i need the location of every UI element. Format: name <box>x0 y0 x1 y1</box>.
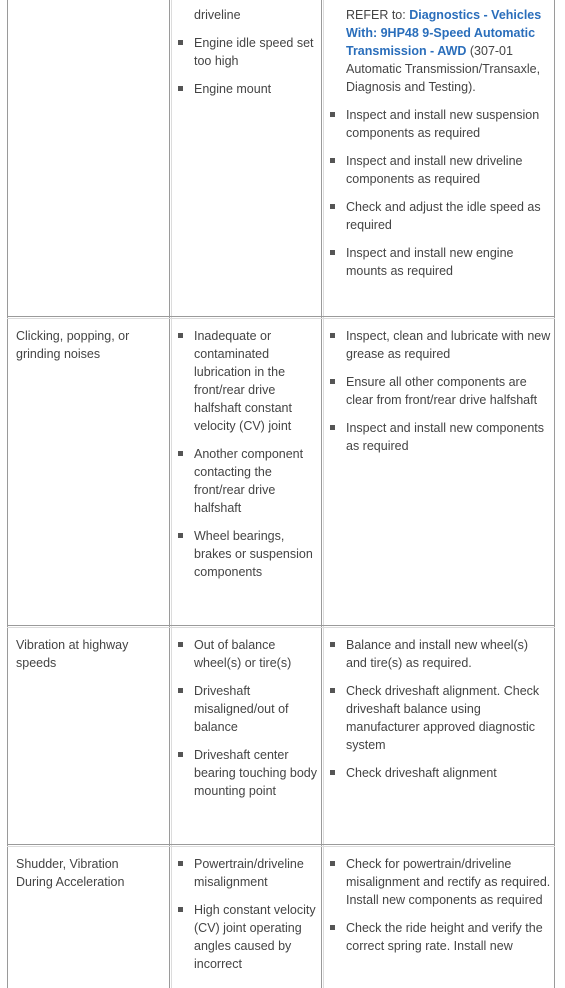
cause-text: Wheel bearings, brakes or suspension components <box>194 529 313 579</box>
row-3-actions <box>324 636 552 792</box>
cause-text: Another component contacting the front/rear drive halfshaft <box>194 447 304 515</box>
diagnostics-link[interactable]: Diagnostics - Vehicles With: 9HP48 9-Speed Automatic Transmission - AWD <box>346 8 542 58</box>
row-divider-2 <box>7 625 555 626</box>
row-4-causes <box>172 855 317 983</box>
row-2-actions <box>324 327 552 465</box>
action-item <box>324 327 552 363</box>
bullet-icon <box>330 861 335 866</box>
bullet-icon <box>330 158 335 163</box>
action-text: Check driveshaft alignment <box>346 766 497 780</box>
action-item <box>324 244 552 280</box>
cause-item <box>172 746 317 800</box>
action-item <box>324 106 552 142</box>
action-item <box>324 152 552 188</box>
row-2-condition: Clicking, popping, or grinding noises <box>16 329 130 361</box>
bullet-icon <box>178 688 183 693</box>
bullet-icon <box>330 688 335 693</box>
action-text: Inspect and install new suspension components as required <box>346 108 540 140</box>
bullet-icon <box>178 533 183 538</box>
action-text: Check driveshaft alignment. Check driveshaft balance using manufacturer approved diagnostic system <box>346 684 540 752</box>
cause-item <box>172 682 317 736</box>
bullet-icon <box>178 333 183 338</box>
cause-text: Engine idle speed set too high <box>194 36 314 68</box>
action-text: Check and adjust the idle speed as required <box>346 200 541 232</box>
refer-suffix: (307-01 Automatic Transmission/Transaxle, Diagnosis and Testing). <box>346 44 541 94</box>
action-item <box>324 764 552 782</box>
bullet-icon <box>330 770 335 775</box>
row-divider-3 <box>7 844 555 845</box>
action-item <box>324 682 552 754</box>
cause-text: Driveshaft center bearing touching body mounting point <box>194 748 318 798</box>
action-item <box>324 373 552 409</box>
bullet-icon <box>178 907 183 912</box>
cause-text: Out of balance wheel(s) or tire(s) <box>194 638 292 670</box>
row-4-condition: Shudder, Vibration During Acceleration <box>16 857 125 889</box>
action-text: Inspect and install new components as required <box>346 421 545 453</box>
row-divider-3b <box>7 846 555 847</box>
bullet-icon <box>330 333 335 338</box>
bullet-icon <box>330 379 335 384</box>
action-text: Inspect and install new engine mounts as required <box>346 246 514 278</box>
cause-item <box>172 527 317 581</box>
cause-item <box>172 6 317 24</box>
refer-prefix: REFER to: <box>346 8 410 22</box>
row-2-causes <box>172 327 317 591</box>
cause-text: Engine mount <box>194 82 272 96</box>
bullet-icon <box>330 925 335 930</box>
row-3-condition: Vibration at highway speeds <box>16 638 129 670</box>
bullet-icon <box>178 861 183 866</box>
bullet-icon <box>330 642 335 647</box>
cause-item <box>172 855 317 891</box>
cause-item <box>172 80 317 98</box>
bullet-icon <box>330 112 335 117</box>
action-item <box>324 636 552 672</box>
cause-item <box>172 445 317 517</box>
row-divider-1 <box>7 316 555 317</box>
column-divider-1 <box>169 0 170 988</box>
bullet-icon <box>178 451 183 456</box>
row-divider-2b <box>7 627 555 628</box>
cause-text: High constant velocity (CV) joint operating angles caused by incorrect <box>194 903 316 971</box>
action-item <box>324 919 552 955</box>
bullet-icon <box>178 642 183 647</box>
action-text: Inspect and install new driveline components as required <box>346 154 523 186</box>
bullet-icon <box>178 40 183 45</box>
action-item <box>324 855 552 909</box>
cause-item <box>172 636 317 672</box>
row-1-actions <box>324 6 552 290</box>
action-item <box>324 198 552 234</box>
cause-item <box>172 327 317 435</box>
action-text: Ensure all other components are clear from front/rear drive halfshaft <box>346 375 538 407</box>
action-item-refer <box>324 6 552 96</box>
cause-text: Inadequate or contaminated lubrication in the front/rear drive halfshaft constant velocity (CV) joint <box>194 329 292 433</box>
cause-item <box>172 901 317 973</box>
row-4-actions <box>324 855 552 965</box>
action-item <box>324 419 552 455</box>
table-border-left <box>7 0 8 988</box>
row-1-causes <box>172 6 317 108</box>
action-text: Balance and install new wheel(s) and tire(s) as required. <box>346 638 529 670</box>
row-3-causes <box>172 636 317 810</box>
cause-text: Powertrain/driveline misalignment <box>194 857 304 889</box>
action-text: Check for powertrain/driveline misalignment and rectify as required. Install new components as required <box>346 857 551 907</box>
action-text: Check the ride height and verify the correct spring rate. Install new <box>346 921 543 953</box>
action-text: Inspect, clean and lubricate with new grease as required <box>346 329 551 361</box>
bullet-icon <box>178 752 183 757</box>
bullet-icon <box>330 425 335 430</box>
cause-text: Driveshaft misaligned/out of balance <box>194 684 289 734</box>
cause-item <box>172 34 317 70</box>
bullet-icon <box>330 250 335 255</box>
cause-text: driveline <box>194 8 241 22</box>
column-divider-2 <box>321 0 322 988</box>
row-divider-1b <box>7 318 555 319</box>
bullet-icon <box>178 86 183 91</box>
bullet-icon <box>330 204 335 209</box>
table-border-right <box>554 0 555 988</box>
